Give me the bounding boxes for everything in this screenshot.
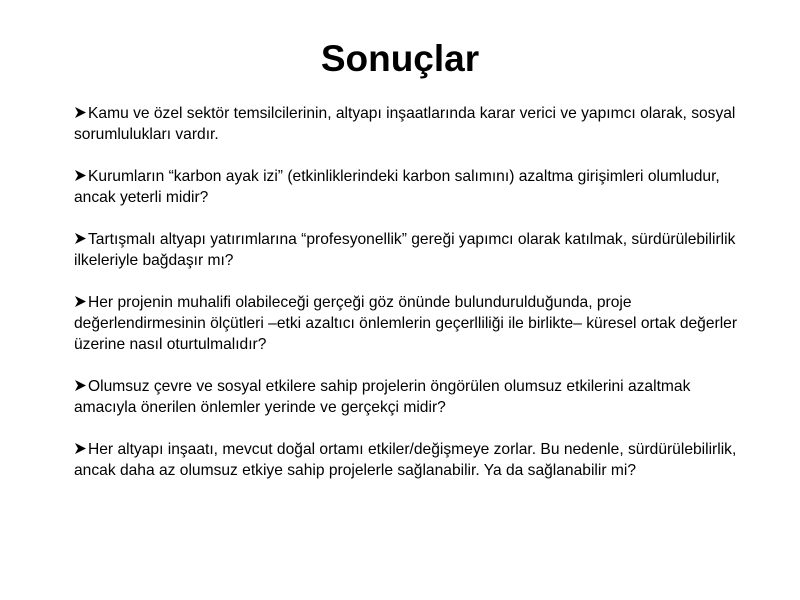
bullet-text: Olumsuz çevre ve sosyal etkilere sahip projelerin öngörülen olumsuz etkilerini azaltmak amacıyla önerilen önlemler yerinde ve gerçekçi midir? [74, 378, 691, 416]
bullet-text: Tartışmalı altyapı yatırımlarına “profesyonellik” gereği yapımcı olarak katılmak, sürdürülebilirlik ilkeleriyle bağdaşır mı? [74, 231, 736, 269]
bullet-text: Her altyapı inşaatı, mevcut doğal ortamı etkiler/değişmeye zorlar. Bu nedenle, sürdürülebilirlik, ancak daha az olumsuz etkiye sahip projelerle sağlanabilir. Ya da sağlanabilir mi? [74, 441, 737, 479]
arrowhead-bullet-icon [74, 106, 87, 119]
bullet-item-3 [74, 229, 744, 271]
bullet-text: Her projenin muhalifi olabileceği gerçeği göz önünde bulundurulduğunda, proje değerlendirmesinin ölçütleri –etki azaltıcı önlemlerin geçerlliliği ile birlikte– küresel ortak değerler üzerine nasıl oturtulmalıdır? [74, 294, 738, 353]
bullet-text: Kurumların “karbon ayak izi” (etkinliklerindeki karbon salımını) azaltma girişimleri olumludur, ancak yeterli midir? [74, 168, 720, 206]
bullet-item-1 [74, 103, 744, 145]
arrowhead-bullet-icon [74, 295, 87, 308]
arrowhead-bullet-icon [74, 379, 87, 392]
bullet-item-2 [74, 166, 744, 208]
bullet-item-6 [74, 439, 744, 481]
slide-title: Sonuçlar [320, 38, 480, 79]
bullet-text: Kamu ve özel sektör temsilcilerinin, altyapı inşaatlarında karar verici ve yapımcı olarak, sosyal sorumlulukları vardır. [74, 105, 736, 143]
bullet-list [74, 103, 744, 502]
bullet-item-4 [74, 292, 744, 355]
bullet-item-5 [74, 376, 744, 418]
arrowhead-bullet-icon [74, 169, 87, 182]
arrowhead-bullet-icon [74, 442, 87, 455]
arrowhead-bullet-icon [74, 232, 87, 245]
